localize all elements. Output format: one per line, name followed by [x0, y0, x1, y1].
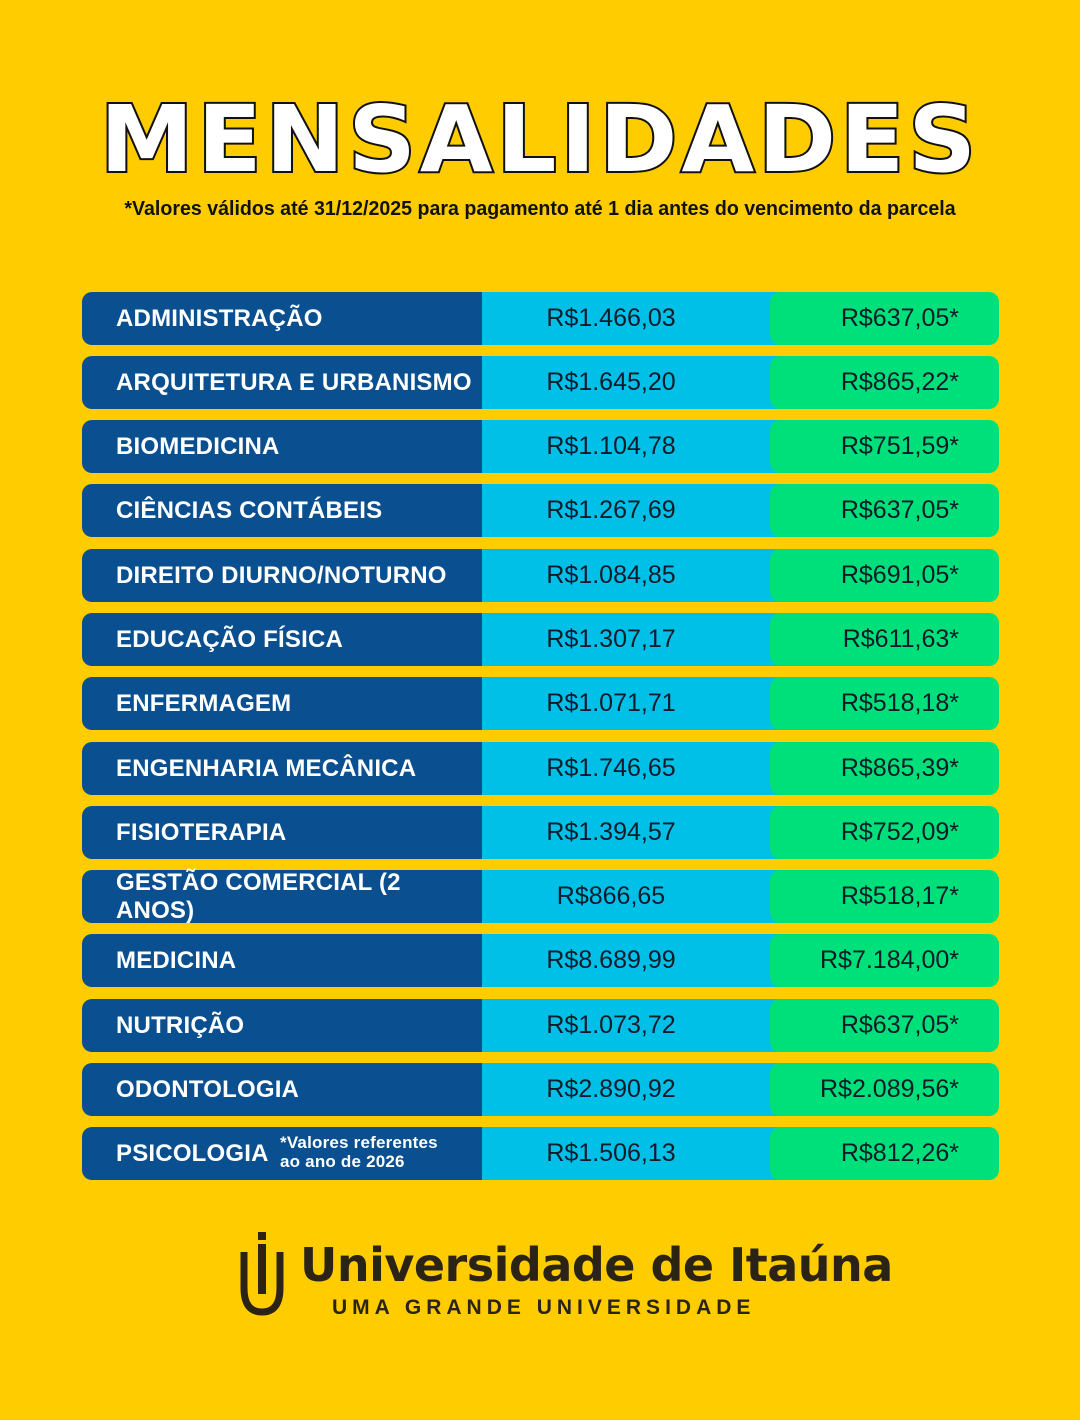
course-name-cell: MEDICINA [82, 934, 482, 987]
price-cell: R$1.466,03 [466, 292, 786, 345]
table-row [82, 356, 999, 409]
table-row [82, 613, 999, 666]
course-name-cell: NUTRIÇÃO [82, 999, 482, 1052]
course-name-cell: ARQUITETURA E URBANISMO [82, 356, 482, 409]
table-row [82, 292, 999, 345]
discount-price-cell: R$611,63* [770, 613, 999, 666]
price-cell: R$1.267,69 [466, 484, 786, 537]
discount-price-cell: R$865,22* [770, 356, 999, 409]
course-name-cell: CIÊNCIAS CONTÁBEIS [82, 484, 482, 537]
price-cell: R$1.073,72 [466, 999, 786, 1052]
note-line: ao ano de 2026 [280, 1152, 405, 1171]
price-cell: R$1.307,17 [466, 613, 786, 666]
table-row [82, 999, 999, 1052]
price-cell: R$1.071,71 [466, 677, 786, 730]
table-row [82, 484, 999, 537]
price-cell: R$866,65 [466, 870, 786, 923]
price-cell: R$1.506,13 [466, 1127, 786, 1180]
table-row [82, 420, 999, 473]
price-cell: R$1.084,85 [466, 549, 786, 602]
course-name-cell [82, 1127, 482, 1180]
price-cell: R$1.394,57 [466, 806, 786, 859]
discount-price-cell: R$691,05* [770, 549, 999, 602]
discount-price-cell: R$865,39* [770, 742, 999, 795]
discount-price-cell: R$518,17* [770, 870, 999, 923]
discount-price-cell: R$637,05* [770, 999, 999, 1052]
discount-price-cell: R$752,09* [770, 806, 999, 859]
course-name-cell: ENGENHARIA MECÂNICA [82, 742, 482, 795]
price-cell: R$1.746,65 [466, 742, 786, 795]
course-name-cell: FISIOTERAPIA [82, 806, 482, 859]
discount-price-cell: R$2.089,56* [770, 1063, 999, 1116]
discount-price-cell: R$751,59* [770, 420, 999, 473]
table-row [82, 934, 999, 987]
course-name-cell: GESTÃO COMERCIAL (2 ANOS) [82, 870, 482, 923]
discount-price-cell: R$637,05* [770, 484, 999, 537]
table-row [82, 549, 999, 602]
table-row [82, 742, 999, 795]
university-logo [240, 1232, 893, 1322]
course-name-cell: EDUCAÇÃO FÍSICA [82, 613, 482, 666]
note-line: *Valores referentes [280, 1133, 438, 1152]
table-row [82, 806, 999, 859]
discount-price-cell: R$7.184,00* [770, 934, 999, 987]
course-name-cell: ADMINISTRAÇÃO [82, 292, 482, 345]
table-row [82, 870, 999, 923]
price-cell: R$2.890,92 [466, 1063, 786, 1116]
price-cell: R$8.689,99 [466, 934, 786, 987]
course-name-cell: ENFERMAGEM [82, 677, 482, 730]
price-cell: R$1.104,78 [466, 420, 786, 473]
university-emblem-icon [240, 1232, 290, 1318]
table-row [82, 1063, 999, 1116]
course-name-label: PSICOLOGIA [116, 1139, 269, 1167]
course-name-cell: DIREITO DIURNO/NOTURNO [82, 549, 482, 602]
validity-note: *Valores válidos até 31/12/2025 para pagamento até 1 dia antes do vencimento da parcela [124, 198, 956, 220]
year-reference-note [280, 1133, 438, 1171]
page-title: MENSALIDADES [99, 86, 981, 193]
table-row [82, 1127, 999, 1180]
university-tagline: UMA GRANDE UNIVERSIDADE [332, 1296, 756, 1319]
discount-price-cell: R$518,18* [770, 677, 999, 730]
university-name: Universidade de Itaúna [300, 1238, 893, 1292]
course-name-cell: ODONTOLOGIA [82, 1063, 482, 1116]
discount-price-cell: R$637,05* [770, 292, 999, 345]
discount-price-cell: R$812,26* [770, 1127, 999, 1180]
table-row [82, 677, 999, 730]
price-cell: R$1.645,20 [466, 356, 786, 409]
course-name-cell: BIOMEDICINA [82, 420, 482, 473]
